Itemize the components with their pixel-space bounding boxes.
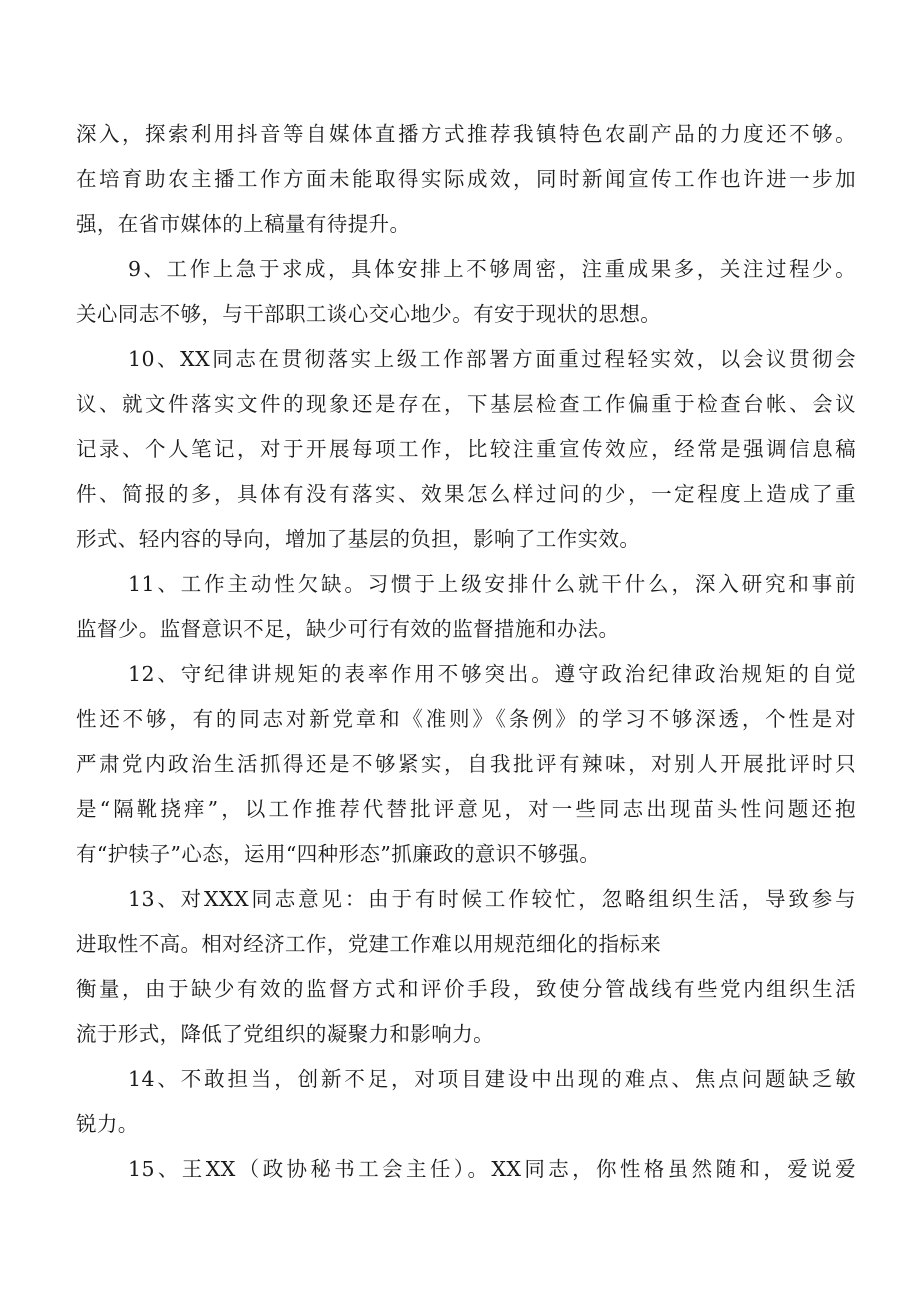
text-line: 进取性不高。相对经济工作，党建工作难以用规范细化的指标来	[76, 932, 662, 956]
text-line: 强，在省市媒体的上稿量有待提升。	[76, 212, 411, 236]
text-line: 11、工作主动性欠缺。习惯于上级安排什么就干什么，深入研究和事前	[128, 572, 856, 596]
text-line: 件、简报的多，具体有没有落实、效果怎么样过问的少，一定程度上造成了重	[76, 482, 856, 506]
text-line: 形式、轻内容的导向，增加了基层的负担，影响了工作实效。	[76, 527, 641, 551]
text-line: 监督少。监督意识不足，缺少可行有效的监督措施和办法。	[76, 617, 620, 641]
text-line: 是“隔靴挠痒”，以工作推荐代替批评意见，对一些同志出现苗头性问题还抱	[76, 797, 856, 821]
text-line: 13、对XXX同志意见：由于有时候工作较忙，忽略组织生活，导致参与	[128, 887, 856, 911]
text-line: 9、工作上急于求成，具体安排上不够周密，注重成果多，关注过程少。	[128, 257, 856, 281]
text-line: 性还不够，有的同志对新党章和《准则》《条例》的学习不够深透，个性是对	[76, 707, 856, 731]
text-line: 衡量，由于缺少有效的监督方式和评价手段，致使分管战线有些党内组织生活	[76, 977, 856, 1001]
text-line: 10、XX同志在贯彻落实上级工作部署方面重过程轻实效，以会议贯彻会	[128, 347, 856, 371]
document-body	[76, 112, 856, 1192]
text-line: 有“护犊子”心态，运用“四种形态”抓廉政的意识不够强。	[76, 842, 601, 866]
text-line: 深入，探索利用抖音等自媒体直播方式推荐我镇特色农副产品的力度还不够。	[76, 122, 856, 146]
text-line: 流于形式，降低了党组织的凝聚力和影响力。	[76, 1022, 494, 1046]
text-line: 记录、个人笔记，对于开展每项工作，比较注重宣传效应，经常是强调信息稿	[76, 437, 856, 461]
text-line: 锐力。	[76, 1112, 139, 1136]
text-line: 在培育助农主播工作方面未能取得实际成效，同时新闻宣传工作也许进一步加	[76, 167, 856, 191]
text-line: 严肃党内政治生活抓得还是不够紧实，自我批评有辣味，对别人开展批评时只	[76, 752, 856, 776]
text-line: 14、不敢担当，创新不足，对项目建设中出现的难点、焦点问题缺乏敏	[128, 1067, 856, 1091]
text-line: 关心同志不够，与干部职工谈心交心地少。有安于现状的思想。	[76, 302, 662, 326]
text-line: 15、王XX（政协秘书工会主任）。XX同志，你性格虽然随和，爱说爱	[128, 1157, 856, 1181]
text-line: 议、就文件落实文件的现象还是存在，下基层检查工作偏重于检查台帐、会议	[76, 392, 856, 416]
text-line: 12、守纪律讲规矩的表率作用不够突出。遵守政治纪律政治规矩的自觉	[128, 662, 856, 686]
